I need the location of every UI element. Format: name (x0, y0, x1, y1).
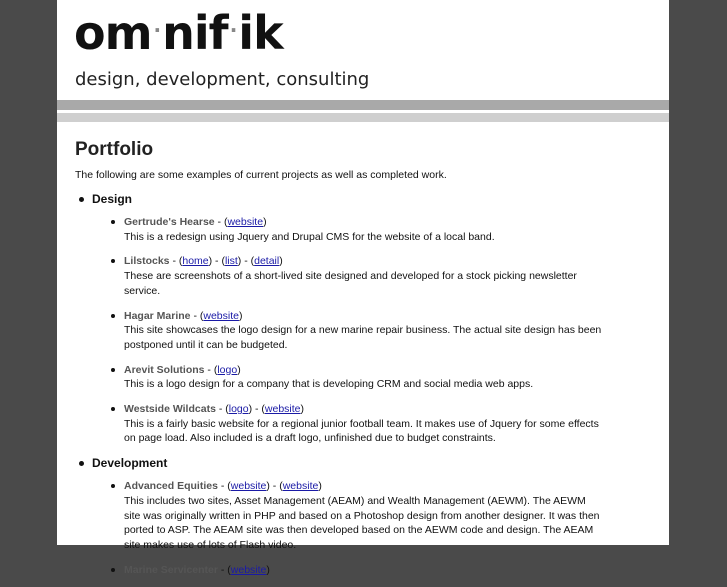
project-link-detail[interactable]: detail (254, 255, 280, 268)
project-link-website[interactable]: website (230, 563, 267, 576)
project-description: This is a fairly basic website for a regional junior football team. It makes use of Jquery for some effects on page load. Also included is a draft logo, unfinished due to budget constraints. (124, 417, 599, 445)
page-title: Portfolio (75, 139, 154, 160)
separator: ) (208, 255, 213, 268)
logo-part-2: nif (162, 6, 228, 60)
project-title: Lilstocks (124, 255, 170, 268)
project-item (124, 215, 655, 244)
project-title: Gertrude's Hearse (124, 216, 215, 228)
separator: - ( (215, 403, 229, 416)
separator: - ( (217, 480, 231, 493)
separator: ) (300, 403, 305, 416)
separator: - ( (269, 480, 283, 493)
project-link-website[interactable]: website (227, 216, 264, 228)
separator: - ( (212, 255, 225, 268)
separator: - ( (214, 216, 228, 228)
project-title: Westside Wildcats (124, 403, 216, 416)
logo-part-1: om (74, 6, 152, 60)
project-description: This includes two sites, Asset Management (AEAM) and Wealth Management (AEWM). The AEWM site was originally written in PHP and based on a Photoshop design from another designer. It was then ported to ASP. The AEAM site was then developed based on the AEWM code and design. The AEAM site makes use of lots of Flash video. (124, 494, 600, 551)
separator: ) (263, 216, 267, 228)
header-divider-dark (57, 100, 669, 110)
project-description: This is a redesign using Jquery and Drupal CMS for the website of a local band. (124, 230, 495, 243)
project-link-website[interactable]: website (264, 403, 301, 416)
separator: ) (237, 363, 241, 376)
separator: - ( (252, 403, 265, 416)
category-list (75, 192, 655, 577)
separator: - ( (217, 563, 231, 576)
category-title: Design (92, 192, 133, 206)
project-link-logo[interactable]: logo (228, 403, 249, 416)
logo-part-3: ik (238, 6, 283, 60)
project-title: Marine Servicenter (124, 563, 218, 576)
project-link-website[interactable]: website (282, 480, 319, 493)
separator: ) (318, 480, 322, 493)
project-description: This is a logo design for a company that is developing CRM and social media web apps. (124, 378, 534, 391)
main-content (75, 137, 655, 587)
project-title: Arevit Solutions (124, 363, 205, 376)
project-list (92, 479, 655, 577)
site-tagline: design, development, consulting (75, 69, 370, 90)
separator: - ( (241, 255, 255, 268)
project-item (124, 254, 655, 298)
category-item (75, 192, 655, 446)
separator: - ( (169, 255, 183, 268)
category-item (75, 456, 655, 577)
project-item (124, 363, 655, 392)
project-item (124, 309, 655, 353)
project-description: This site showcases the logo design for a new marine repair business. The actual site design has been postponed until it can be budgeted. (124, 324, 602, 351)
separator: ) (279, 255, 283, 268)
separator: ) (266, 480, 270, 493)
page-container (57, 0, 669, 576)
category-title: Development (92, 456, 168, 471)
logo-separator-2: · (229, 18, 237, 42)
project-item (124, 402, 655, 446)
project-item (124, 563, 655, 578)
project-list (92, 215, 655, 446)
project-description: These are screenshots of a short-lived site designed and developed for a stock picking newsletter service. (124, 270, 577, 297)
site-logo[interactable] (74, 6, 283, 60)
project-title: Advanced Equities (124, 480, 218, 493)
intro-text: The following are some examples of current projects as well as completed work. (75, 169, 447, 181)
project-link-logo[interactable]: logo (217, 363, 238, 376)
logo-separator-1: · (153, 18, 161, 42)
separator: ) (248, 403, 253, 416)
project-item (124, 479, 655, 553)
separator: - ( (204, 363, 218, 376)
project-link-list[interactable]: list (224, 255, 238, 268)
separator: - ( (190, 309, 204, 322)
header-divider-light (57, 113, 669, 122)
project-link-website[interactable]: website (203, 309, 239, 322)
separator: ) (237, 255, 242, 268)
project-link-home[interactable]: home (182, 255, 209, 268)
separator: ) (266, 563, 270, 576)
project-title: Hagar Marine (124, 309, 191, 322)
separator: ) (238, 309, 243, 322)
project-link-website[interactable]: website (230, 480, 267, 493)
